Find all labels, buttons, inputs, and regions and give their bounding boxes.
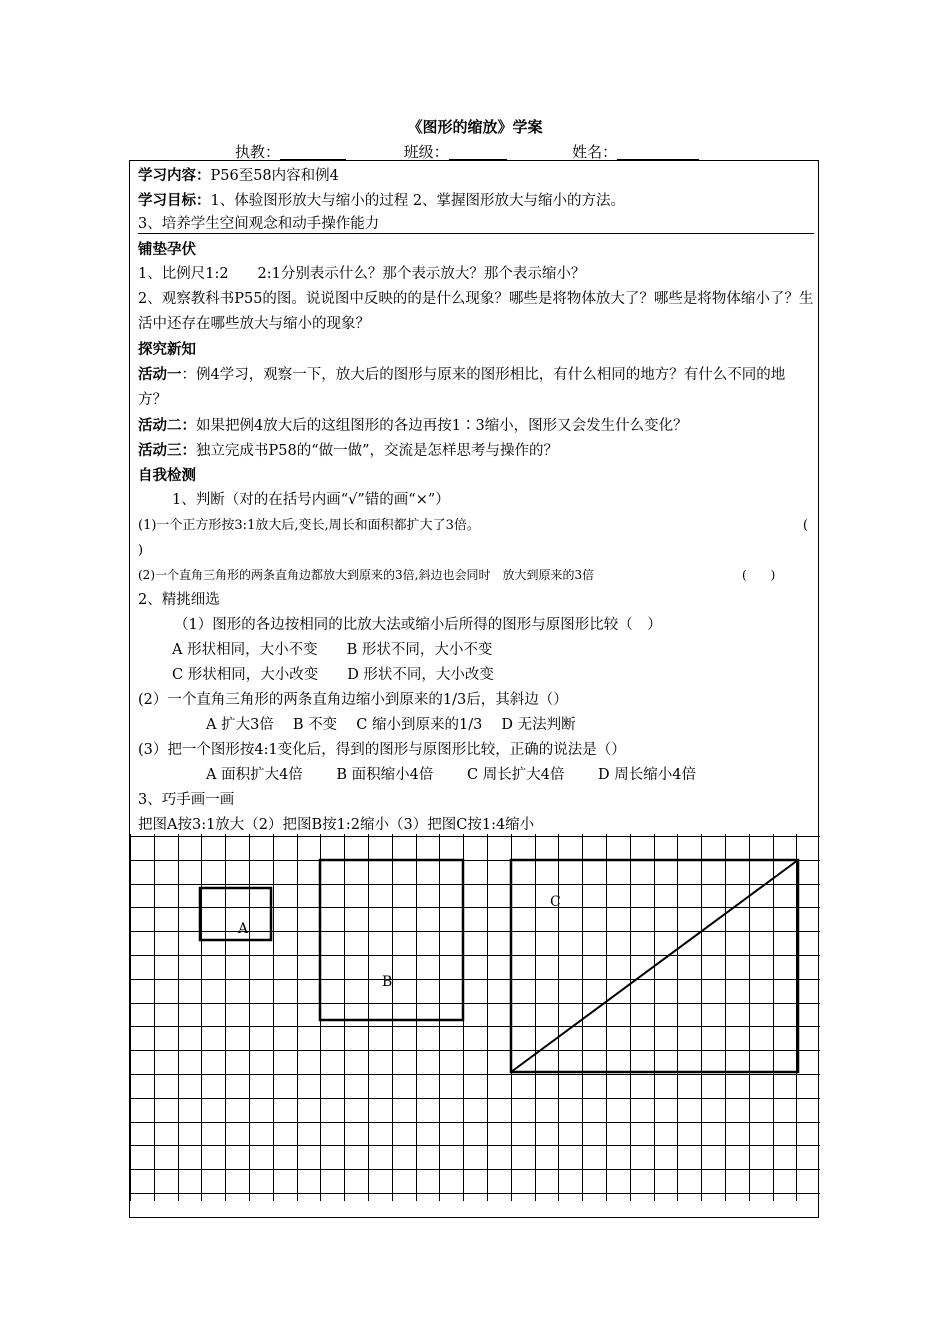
worksheet-content — [138, 163, 814, 838]
choose-q2-options: A 扩大3倍 B 不变 C 缩小到原来的1/3 D 无法判断 — [206, 717, 576, 733]
judge-item-2: (2)一个直角三角形的两条直角边都放大到原来的3倍,斜边也会同时 放大到原来的3倍 — [138, 568, 595, 582]
draw-title: 3、巧手画一画 — [138, 792, 235, 808]
prep-2: 2、观察教科书P55的图。说说图中反映的的是什么现象？哪些是将物体放大了？哪些是将物体缩小了？生活中还存在哪些放大与缩小的现象？ — [138, 291, 814, 332]
prep-heading: 铺垫孕伏 — [138, 241, 196, 258]
name-blank[interactable] — [617, 145, 699, 160]
choose-q3-options: A 面积扩大4倍 B 面积缩小4倍 C 周长扩大4倍 D 周长缩小4倍 — [206, 767, 697, 783]
draw-task: 把图A按3:1放大（2）把图B按1:2缩小（3）把图C按1:4缩小 — [138, 817, 535, 833]
judge-item-1: (1)一个正方形按3:1放大后,变长,周长和面积都扩大了3倍。 — [138, 518, 480, 533]
judge-item-1-paren-open[interactable]: ( — [802, 518, 808, 533]
choose-q1-options-cd: C 形状相同，大小改变 D 形状不同，大小改变 — [172, 667, 494, 683]
figure-a — [200, 888, 271, 940]
goal-text: 1、体验图形放大与缩小的过程 2、掌握图形放大与缩小的方法。 — [210, 193, 626, 209]
class-blank[interactable] — [449, 145, 507, 160]
activity-1-text: ：例4学习，观察一下，放大后的图形与原来的图形相比，有什么相同的地方？有什么不同的地方？ — [138, 367, 786, 408]
choose-q2: (2）一个直角三角形的两条直角边缩小到原来的1/3后，其斜边（） — [138, 692, 568, 708]
study-content-label: 学习内容： — [138, 167, 211, 184]
drawing-grid[interactable] — [130, 834, 820, 1202]
self-check-heading: 自我检测 — [138, 467, 196, 484]
activity-2-text: 如果把例4放大后的这组图形的各边再按1∶3缩小，图形又会发生什么变化？ — [196, 418, 688, 434]
prep-1: 1、比例尺1:2 2:1分别表示什么？那个表示放大？那个表示缩小？ — [138, 266, 586, 282]
judge-item-1-paren-close[interactable]: ) — [138, 543, 144, 558]
teacher-label: 执教： — [235, 143, 281, 161]
goal-3: 3、培养学生空间观念和动手操作能力 — [138, 213, 814, 234]
figure-b-label: B — [382, 974, 393, 990]
activity-3-text: 独立完成书P58的“做一做”，交流是怎样思考与操作的？ — [196, 443, 559, 459]
teacher-blank[interactable] — [280, 145, 346, 160]
goal-label: 学习目标： — [138, 192, 211, 209]
choose-q3: (3）把一个图形按4:1变化后，得到的图形与原图形比较，正确的说法是（） — [138, 742, 626, 758]
choose-title: 2、精挑细选 — [138, 592, 220, 608]
page-title: 《图形的缩放》学案 — [407, 118, 543, 136]
class-label: 班级： — [403, 143, 449, 161]
name-label: 姓名： — [572, 143, 618, 161]
judge-title: 1、判断（对的在括号内画“√”错的画“×”） — [172, 492, 450, 508]
figure-a-label: A — [238, 921, 249, 937]
activity-2-label: 活动二： — [138, 417, 196, 434]
choose-q1: （1）图形的各边按相同的比放大法或缩小后所得的图形与原图形比较（ ） — [174, 617, 662, 633]
figure-c-label: C — [550, 894, 561, 910]
activity-3-label: 活动三： — [138, 442, 196, 459]
judge-item-2-paren[interactable]: ( ) — [742, 568, 776, 582]
choose-q1-options-ab: A 形状相同，大小不变 B 形状不同，大小不变 — [172, 642, 493, 658]
header-fields — [235, 141, 699, 162]
activity-1-label: 活动一 — [138, 366, 182, 383]
study-content: P56至58内容和例4 — [210, 168, 339, 184]
explore-heading: 探究新知 — [138, 341, 196, 358]
